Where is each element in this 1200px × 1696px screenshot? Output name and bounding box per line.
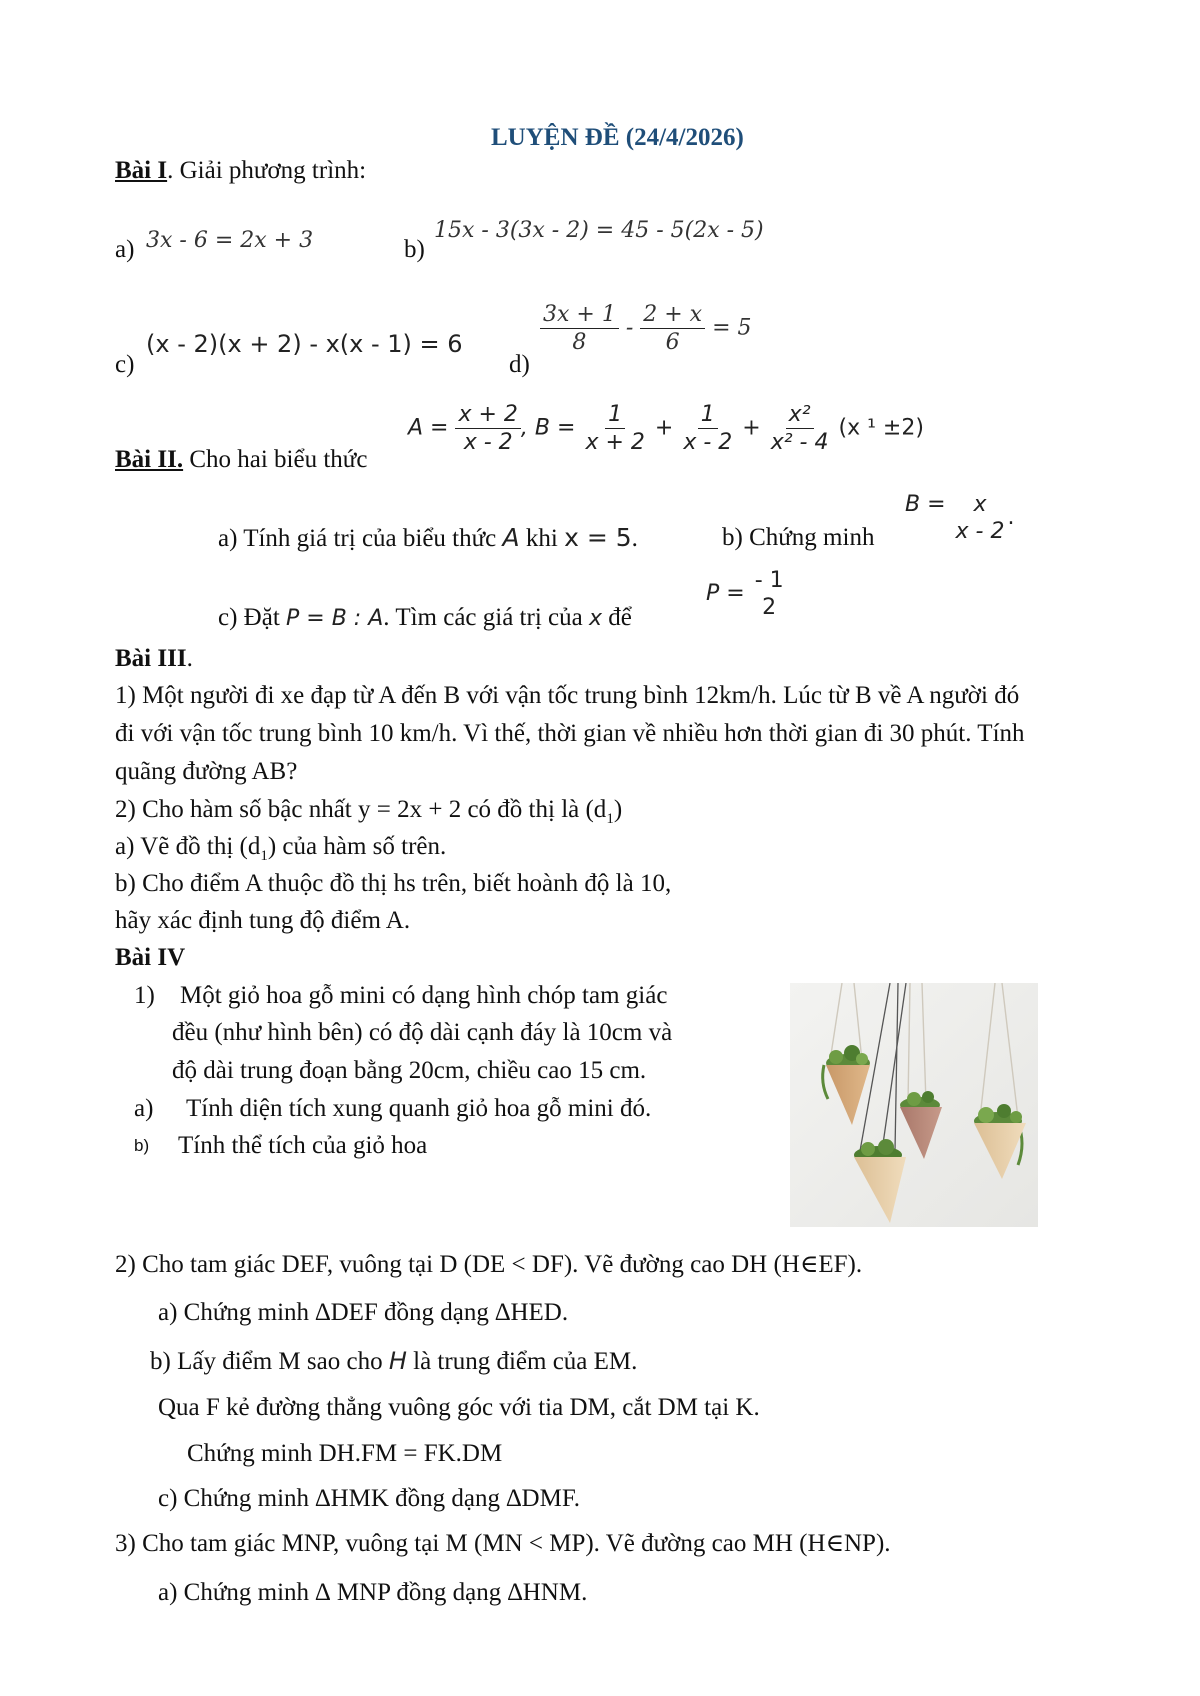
bai2-heading [115,445,367,475]
bai3-p1-line3: quãng đường AB? [115,758,298,785]
bai3-heading [115,644,193,674]
bai2-b-den: x - 2 [955,519,1005,544]
hanging-basket-image [790,983,1038,1227]
bai2-c-lhs: P = [706,581,745,606]
bai3-p1-line2: đi với vận tốc trung bình 10 km/h. Vì thế, thời gian về nhiều hơn thời gian đi 30 phút. Tính [115,720,1025,747]
B-f1-num: 1 [605,402,625,429]
bai4-p1-line1: Một giỏ hoa gỗ mini có dạng hình chóp tam giác [180,982,668,1009]
bai4-p2b-H: H [388,1347,407,1375]
bai2-c-text2: . Tìm các giá trị của [383,604,583,631]
d-frac1-den: 8 [572,330,587,355]
bai4-a-text: Tính diện tích xung quanh giỏ hoa gỗ mini đó. [186,1095,652,1122]
bai4-b-text: Tính thể tích của giỏ hoa [178,1132,428,1159]
B-fraction-3 [768,402,832,455]
bai3-p2a [115,832,446,871]
bai2-c-text3: để [608,604,632,631]
bai1-a-equation: 3x - 6 = 2x + 3 [146,228,314,253]
bai1-a-label: a) [115,236,135,263]
d-fraction-2 [640,302,705,355]
d-rhs: = 5 [712,315,752,341]
B-lhs: B = [534,415,576,441]
bai3-label: Bài III [115,645,187,672]
B-plus-2: + [742,415,761,441]
bai2-part-b [722,523,874,553]
bai2-c-text1: c) Đặt [218,604,280,631]
bai4-p2b-rest: là trung điểm của EM. [413,1348,638,1375]
bai3-p2-text: 2) Cho hàm số bậc nhất y = 2x + 2 có đồ thị là (d [115,796,607,823]
bai2-c-P: P = B : A [286,606,384,631]
B-f2-num: 1 [698,402,718,429]
B-fraction-1 [582,402,647,455]
bai1-c-label: c) [115,351,135,378]
B-plus-1: + [654,415,674,441]
bai4-p3: 3) Cho tam giác MNP, vuông tại M (MN < MP). Vẽ đường cao MH (H∈NP). [115,1530,891,1557]
bai2-b-num: x [973,492,987,517]
bai4-p1-num: 1) [134,982,155,1009]
bai2-a-when: khi [525,525,558,552]
bai2-a-dot: . [631,525,638,552]
bai3-label-dot: . [186,645,193,672]
bai1-d-equation [540,302,752,355]
bai1-label: Bài I [115,157,168,184]
bai3-p2a-text: a) Vẽ đồ thị (d [115,833,261,860]
bai3-p2-close: ) [613,796,623,823]
d-frac2-num: 2 + x [640,302,705,329]
bai4-p2b [150,1346,637,1377]
bai3-p1-line1: 1) Một người đi xe đạp từ A đến B với vận tốc trung bình 12km/h. Lúc từ B về A người đó [115,682,1020,709]
bai1-heading [115,156,366,186]
bai2-a-text: a) Tính giá trị của biểu thức [218,525,497,552]
bai3-p2a-rest: ) của hàm số trên. [267,833,447,860]
B-f2-den: x - 2 [683,430,733,455]
bai2-intro: Cho hai biểu thức [183,446,368,473]
bai4-p2: 2) Cho tam giác DEF, vuông tại D (DE < DF). Vẽ đường cao DH (H∈EF). [115,1251,863,1278]
bai2-c-fraction [752,568,787,620]
B-fraction-2 [680,402,735,455]
bai4-heading: Bài IV [115,944,186,971]
B-f3-num: x² [786,402,814,429]
A-lhs: A = [408,415,449,441]
d-frac2-den: 6 [665,330,680,355]
bai1-b-equation: 15x - 3(3x - 2) = 45 - 5(2x - 5) [434,218,764,243]
bai1-d-label: d) [509,351,530,378]
bai2-c-den: 2 [762,595,777,620]
bai4-p2a: a) Chứng minh ∆DEF đồng dạng ∆HED. [158,1299,569,1326]
bai4-p2b-line2: Qua F kẻ đường thẳng vuông góc với tia DM, cắt DM tại K. [158,1394,760,1421]
A-num: x + 2 [455,402,520,429]
page-title: LUYỆN ĐỀ (24/4/2026) [491,124,744,151]
bai3-p2b-line1: b) Cho điểm A thuộc đồ thị hs trên, biết hoành độ là 10, [115,870,672,897]
d-fraction-1 [540,302,619,355]
bai4-a-label: a) [134,1095,154,1122]
B-f3-den: x² - 4 [770,430,829,455]
A-comma: , [520,415,528,441]
bai4-p1-line3: độ dài trung đoạn bằng 20cm, chiều cao 15 cm. [172,1057,647,1084]
bai4-p2b-line3: Chứng minh DH.FM = FK.DM [187,1440,503,1467]
bai3-p2 [115,795,622,834]
bai2-b-fraction [953,492,1008,544]
bai4-b-label: b) [134,1136,150,1155]
bai2-a-A: A [502,523,520,552]
bai3-p2b-line2: hãy xác định tung độ điểm A. [115,907,411,934]
B-f1-den: x + 2 [585,430,645,455]
bai2-b-formula [905,492,1014,544]
bai2-c-x: x [588,606,602,631]
d-minus: - [625,315,634,341]
bai2-b-lhs: B = [905,492,946,517]
bai2-b-dot: . [1007,505,1015,530]
d-frac1-num: 3x + 1 [540,302,619,329]
bai1-b-label: b) [404,236,425,263]
bai2-part-a [218,523,638,554]
A-den: x - 2 [463,430,513,455]
bai4-p3a: a) Chứng minh ∆ MNP đồng dạng ∆HNM. [158,1579,588,1606]
bai4-p2b-text: b) Lấy điểm M sao cho [150,1348,383,1375]
B-condition: (x ¹ ±2) [838,415,924,441]
bai1-c-equation: (x - 2)(x + 2) - x(x - 1) = 6 [146,330,463,358]
bai2-a-value: x = 5 [564,523,632,552]
bai4-p1-line2: đều (như hình bên) có độ dài cạnh đáy là 10cm và [172,1019,673,1046]
bai2-b-text: b) Chứng minh [722,524,875,551]
A-fraction [455,402,520,455]
bai2-c-formula [706,568,787,620]
bai3-p2a-sub: 1 [260,848,268,864]
bai4-p2c: c) Chứng minh ∆HMK đồng dạng ∆DMF. [158,1485,580,1512]
bai1-intro: . Giải phương trình: [167,157,367,184]
bai3-p2-sub: 1 [606,811,614,827]
bai2-label: Bài II. [115,446,184,473]
bai2-c-num: - 1 [754,568,784,593]
bai2-expressions [408,402,924,455]
bai2-part-c [218,603,632,634]
